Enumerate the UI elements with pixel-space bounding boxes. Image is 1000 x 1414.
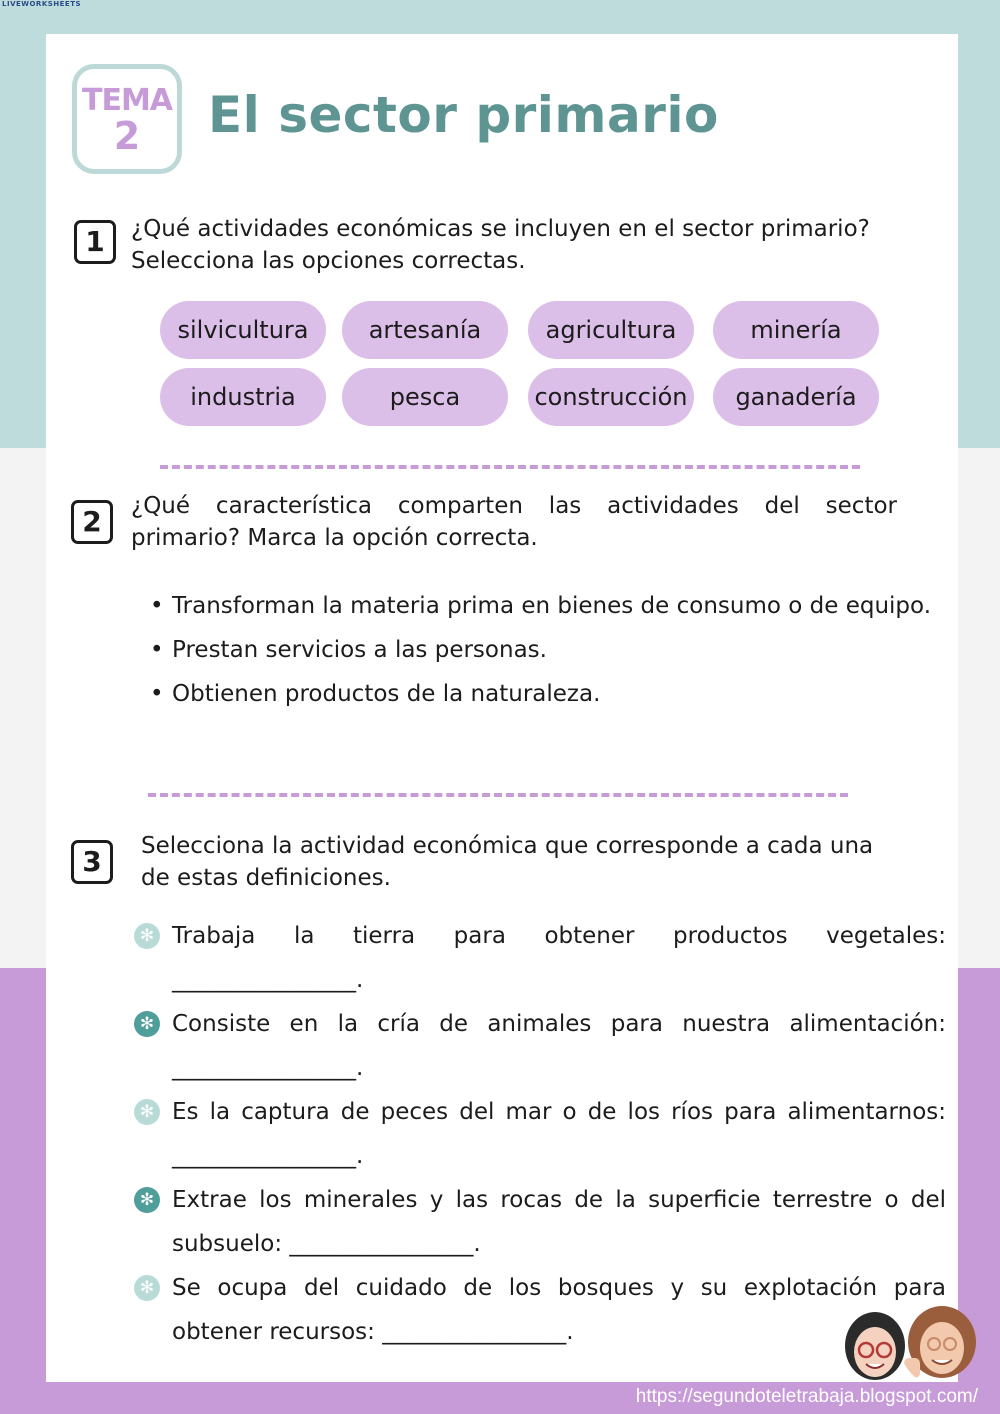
option-mineria[interactable]: minería	[713, 301, 879, 359]
tema-badge	[72, 64, 182, 174]
definition-text: Consiste en la cría de animales para nuestra alimentación:	[172, 1011, 946, 1037]
answer-blank-3[interactable]: ________________.	[172, 1143, 364, 1169]
avatar-glasses-icon	[842, 1312, 908, 1386]
option-industria[interactable]: industria	[160, 368, 326, 426]
option-silvicultura[interactable]: silvicultura	[160, 301, 326, 359]
question-2-options	[150, 584, 945, 716]
watermark: LIVEWORKSHEETS	[2, 0, 82, 8]
question-1-text	[131, 213, 921, 277]
question-number-2: 2	[71, 500, 113, 544]
choice-prestan-servicios[interactable]	[150, 628, 945, 672]
bullet-icon: •	[150, 593, 164, 619]
choice-text: Obtienen productos de la naturaleza.	[172, 681, 601, 707]
snowflake-icon: ✻	[134, 1011, 160, 1037]
definition-item-3	[134, 1090, 946, 1178]
definition-text: Extrae los minerales y las rocas de la superficie terrestre o del subsuelo:	[172, 1187, 946, 1257]
question-number-3: 3	[71, 840, 113, 884]
question-2-text	[131, 490, 897, 554]
choice-transforman[interactable]	[150, 584, 945, 628]
question-3-line-1: Selecciona la actividad económica que corresponde a cada una	[141, 833, 874, 859]
choice-obtienen-productos[interactable]	[150, 672, 945, 716]
question-2-line-2: primario? Marca la opción correcta.	[131, 525, 538, 551]
snowflake-icon: ✻	[134, 1099, 160, 1125]
definition-item-1	[134, 914, 946, 1002]
option-ganaderia[interactable]: ganadería	[713, 368, 879, 426]
option-agricultura[interactable]: agricultura	[528, 301, 694, 359]
section-divider-1	[160, 465, 860, 469]
definition-text: Trabaja la tierra para obtener productos vegetales:	[172, 923, 946, 949]
footer-url[interactable]: https://segundoteletrabaja.blogspot.com/	[635, 1386, 978, 1407]
definition-text: Se ocupa del cuidado de los bosques y su explotación para obtener recursos:	[172, 1275, 946, 1345]
option-construccion[interactable]: construcción	[528, 368, 694, 426]
snowflake-icon: ✻	[134, 1187, 160, 1213]
question-number-1: 1	[74, 220, 116, 264]
choice-text: Transforman la materia prima en bienes de consumo o de equipo.	[172, 593, 931, 619]
definition-item-4	[134, 1178, 946, 1266]
question-3-text	[141, 830, 931, 894]
answer-blank-2[interactable]: ________________.	[172, 1055, 364, 1081]
snowflake-icon: ✻	[134, 923, 160, 949]
choice-text: Prestan servicios a las personas.	[172, 637, 547, 663]
section-divider-2	[148, 793, 848, 797]
question-1-line-1: ¿Qué actividades económicas se incluyen en el sector primario?	[131, 216, 870, 242]
page-title: El sector primario	[208, 86, 719, 144]
tema-label: TEMA	[81, 83, 173, 118]
answer-blank-1[interactable]: ________________.	[172, 967, 364, 993]
option-artesania[interactable]: artesanía	[342, 301, 508, 359]
definition-item-5	[134, 1266, 946, 1354]
definition-text: Es la captura de peces del mar o de los ríos para alimentarnos:	[172, 1099, 946, 1125]
definitions-list	[134, 914, 946, 1354]
question-1-line-2: Selecciona las opciones correctas.	[131, 248, 526, 274]
definition-item-2	[134, 1002, 946, 1090]
snowflake-icon: ✻	[134, 1275, 160, 1301]
question-2-line-1: ¿Qué característica comparten las actividades del sector	[131, 493, 897, 519]
tema-number: 2	[113, 114, 141, 158]
avatar-thumbs-up-icon	[900, 1304, 980, 1386]
bullet-icon: •	[150, 681, 164, 707]
question-3-line-2: de estas definiciones.	[141, 865, 391, 891]
answer-blank-4[interactable]: ________________.	[289, 1231, 481, 1257]
bullet-icon: •	[150, 637, 164, 663]
answer-blank-5[interactable]: ________________.	[382, 1319, 574, 1345]
option-pesca[interactable]: pesca	[342, 368, 508, 426]
